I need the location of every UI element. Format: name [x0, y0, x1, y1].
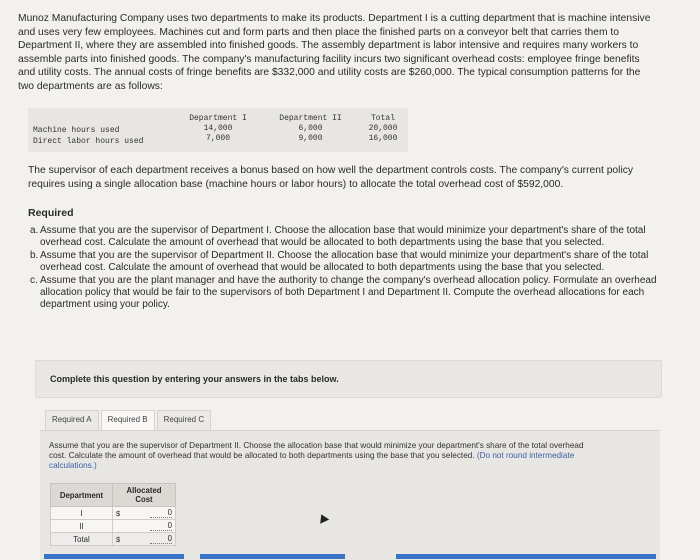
labor-hours-total: 16,000 — [368, 134, 398, 143]
consumption-data-box — [28, 108, 408, 152]
allocated-cost-input-dept-i[interactable]: 0 — [129, 507, 176, 520]
labor-hours-dept-ii: 9,000 — [298, 134, 323, 143]
labor-hours-dept-i: 7,000 — [205, 134, 230, 143]
next-button-bar[interactable] — [200, 554, 345, 559]
currency-symbol — [113, 520, 130, 533]
dept-i-header: Department I — [189, 114, 247, 123]
allocation-table — [50, 483, 176, 546]
department-label: I — [51, 507, 113, 520]
nav-button-bar[interactable] — [396, 554, 656, 559]
table-row — [51, 533, 176, 546]
requirement-tabs — [45, 410, 213, 430]
requirements-list — [30, 225, 658, 312]
requirement-c: c. Assume that you are the plant manager and have the authority to change the company's overhead allocation policy. Formulate an overhead allocation policy that would be fair to the supervisors of both Department I and Department II. Compute the overhead allocations for each department using your policy. — [30, 274, 657, 311]
total-header: Total — [370, 114, 395, 123]
labor-hours-label: Direct labor hours used — [33, 137, 144, 146]
allocated-cost-input-dept-ii[interactable]: 0 — [129, 520, 176, 533]
instructions-text: Complete this question by entering your answers in the tabs below. — [50, 374, 339, 384]
currency-symbol: $ — [113, 507, 130, 520]
required-heading: Required — [28, 207, 74, 219]
instructions-box — [35, 360, 662, 398]
department-label: II — [51, 520, 113, 533]
tab-required-b[interactable]: Required B — [101, 410, 155, 430]
department-label: Total — [51, 533, 113, 546]
answer-prompt: Assume that you are the supervisor of Department II. Choose the allocation base that would minimize your department's share of the total overhead cost. Calculate the amount of overhead that would be allocated to both departments using the base that you selected. (Do not round intermediate calculations.) — [49, 441, 584, 471]
intro-paragraph: Munoz Manufacturing Company uses two departments to make its products. Department I is a cutting department that is machine intensive and uses very few employees. Machines cut and form parts and then place the finished parts on a conveyor belt that carries them to Department II, where they are assembled into finished goods. The assembly department is labor intensive and requires many workers to assemble parts into finished goods. The company's manufacturing facility incurs two significant overhead costs: employee fringe benefits and utility costs. The annual costs of fringe benefits are $332,000 and utility costs are $260,000. The typical consumption patterns for the two departments are as follows: — [18, 13, 651, 92]
machine-hours-label: Machine hours used — [33, 126, 120, 135]
department-column-header: Department — [51, 484, 113, 507]
table-row — [51, 507, 176, 520]
allocated-cost-column-header: Allocated Cost — [113, 484, 176, 507]
tab-required-c[interactable]: Required C — [157, 410, 211, 430]
dept-ii-header: Department II — [279, 114, 342, 123]
table-row — [51, 520, 176, 533]
machine-hours-dept-ii: 6,000 — [298, 124, 323, 133]
allocated-cost-total: 0 — [129, 533, 176, 546]
machine-hours-total: 20,000 — [368, 124, 398, 133]
supervisor-paragraph: The supervisor of each department receives a bonus based on how well the department controls costs. The company's current policy requires using a single allocation base (machine hours or labor hours) to allocate the total overhead cost of $592,000. — [28, 165, 634, 190]
currency-symbol: $ — [113, 533, 130, 546]
rounding-note: (Do not round intermediate calculations.) — [49, 451, 575, 471]
requirement-b: b. Assume that you are the supervisor of Department II. Choose the allocation base that would minimize your department's share of the total overhead cost. Calculate the amount of overhead that would be allocated to both departments using the base that you selected. — [30, 249, 649, 274]
prev-button-bar[interactable] — [44, 554, 184, 559]
tab-required-a[interactable]: Required A — [45, 410, 99, 430]
requirement-a: a. Assume that you are the supervisor of Department I. Choose the allocation base that would minimize your department's share of the total overhead cost. Calculate the amount of overhead that would be allocated to both departments using the base that you selected. — [30, 225, 646, 249]
answer-panel — [40, 430, 660, 560]
machine-hours-dept-i: 14,000 — [203, 124, 233, 133]
